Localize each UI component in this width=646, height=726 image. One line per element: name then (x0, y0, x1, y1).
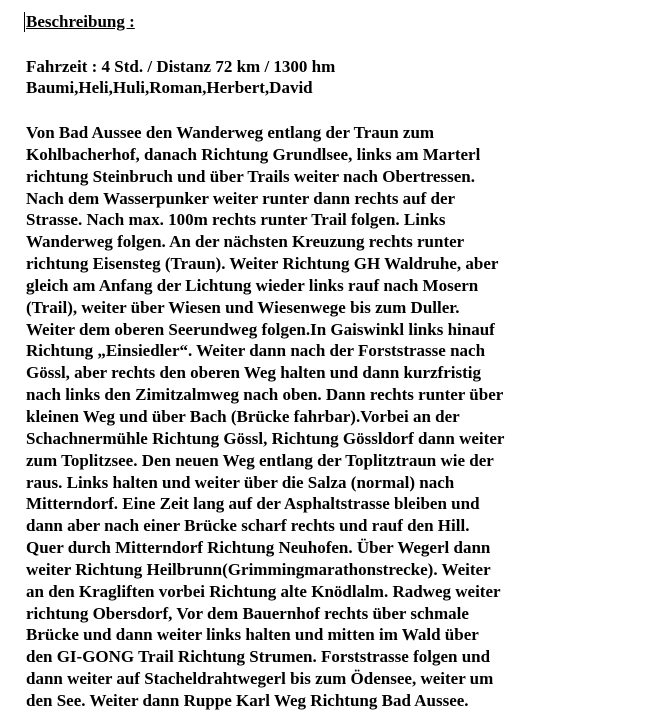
description-paragraph (26, 122, 504, 712)
description-line: Wanderweg folgen. An der nächsten Kreuzung rechts runter (26, 232, 465, 252)
description-line: raus. Links halten und weiter über die Salza (normal) nach (26, 472, 455, 492)
description-line: weiter Richtung Heilbrunn(Grimmingmarathonstrecke). Weiter (26, 559, 491, 579)
description-line: dann weiter auf Stacheldrahtwegerl bis zum Ödensee, weiter um (26, 669, 494, 689)
trip-info: Fahrzeit : 4 Std. / Distanz 72 km / 1300 hm (26, 57, 336, 76)
description-line: zum Toplitzsee. Den neuen Weg entlang der Toplitztraun wie der (26, 450, 494, 470)
description-line: kleinen Weg und über Bach (Brücke fahrbar).Vorbei an der (26, 406, 460, 426)
description-line: Brücke und dann weiter links halten und mitten im Wald über (26, 625, 479, 645)
description-line: richtung Steinbruch und über Trails weiter nach Obertressen. (26, 166, 475, 186)
description-line: Nach dem Wasserpunker weiter runter dann rechts auf der (26, 188, 456, 208)
description-line: Gössl, aber rechts den oberen Weg halten und dann kurzfristig (26, 363, 481, 383)
description-line: Mitterndorf. Eine Zeit lang auf der Asphaltstrasse bleiben und (26, 494, 480, 514)
description-line: Quer durch Mitterndorf Richtung Neuhofen. Über Wegerl dann (26, 538, 491, 558)
description-line: nach links den Zimitzalmweg nach oben. Dann rechts runter über (26, 385, 504, 405)
riders: Baumi,Heli,Huli,Roman,Herbert,David (26, 78, 313, 97)
description-line: an den Kragliften vorbei Richtung alte Knödlalm. Radweg weiter (26, 581, 501, 601)
text-cursor (24, 12, 25, 32)
description-line: den See. Weiter dann Ruppe Karl Weg Richtung Bad Aussee. (26, 690, 469, 710)
description-line: (Trail), weiter über Wiesen und Wiesenwege bis zum Duller. (26, 297, 460, 317)
description-line: richtung Obersdorf, Vor dem Bauernhof rechts über schmale (26, 603, 469, 623)
description-line: gleich am Anfang der Lichtung wieder links rauf nach Mosern (26, 275, 479, 295)
description-line: Von Bad Aussee den Wanderweg entlang der Traun zum (26, 123, 435, 142)
description-line: den GI-GONG Trail Richtung Strumen. Forststrasse folgen und (26, 647, 491, 667)
description-line: Richtung „Einsiedler“. Weiter dann nach der Forststrasse nach (26, 341, 486, 361)
heading: Beschreibung : (26, 12, 135, 31)
description-line: Kohlbacherhof, danach Richtung Grundlsee, links am Marterl (26, 144, 481, 164)
description-line: Weiter dem oberen Seerundweg folgen.In Gaiswinkl links hinauf (26, 319, 495, 339)
description-line: dann aber nach einer Brücke scharf rechts und rauf den Hill. (26, 516, 470, 536)
trip-info-block (26, 56, 335, 98)
description-line: Schachnermühle Richtung Gössl, Richtung Gössldorf dann weiter (26, 428, 505, 448)
description-line: Strasse. Nach max. 100m rechts runter Trail folgen. Links (26, 210, 446, 230)
description-line: richtung Eisensteg (Traun). Weiter Richtung GH Waldruhe, aber (26, 254, 499, 274)
